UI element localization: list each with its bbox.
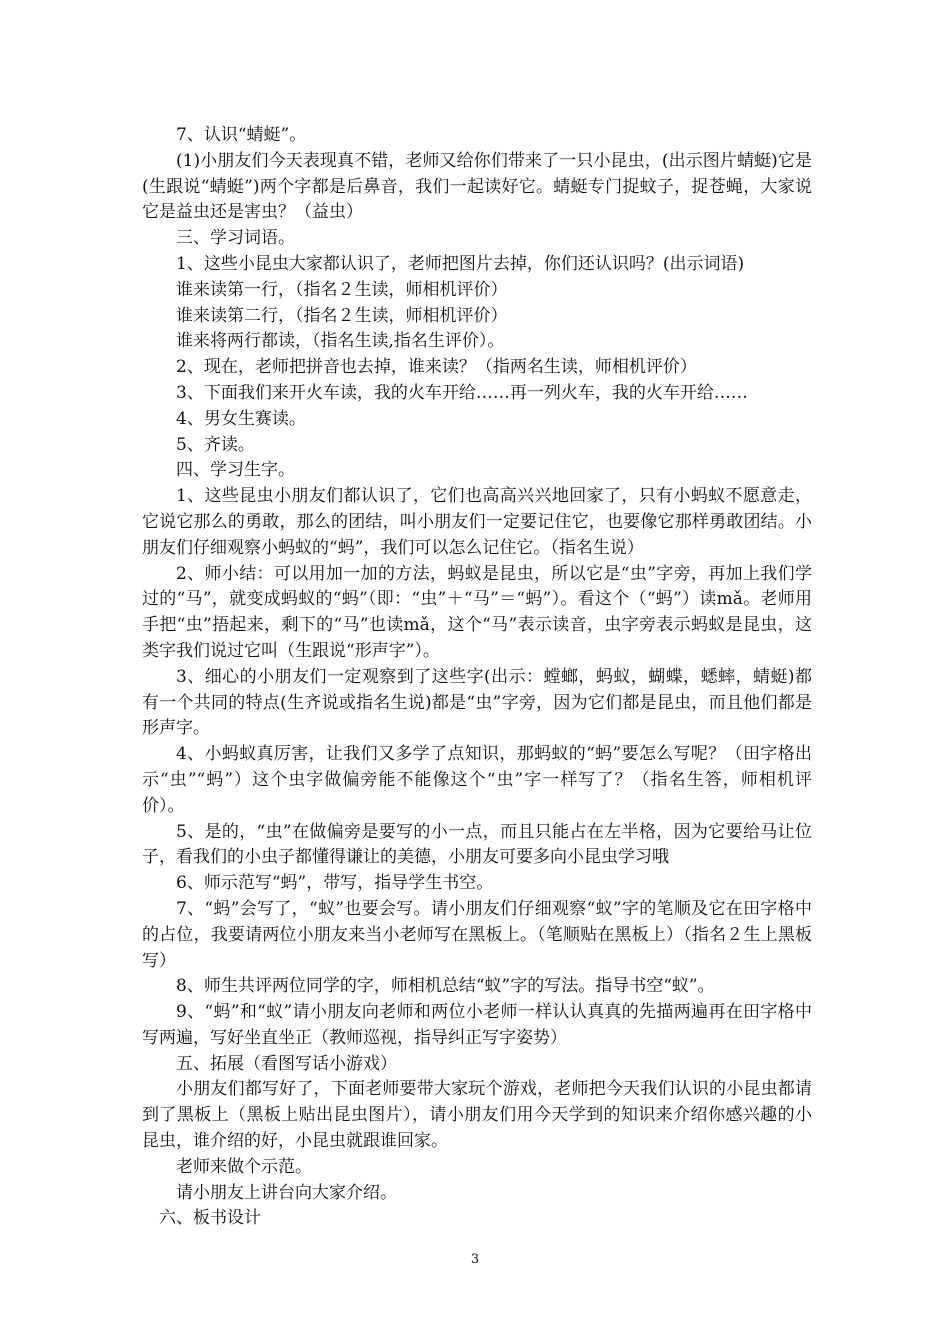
section-heading-5: 五、拓展（看图写话小游戏） xyxy=(176,1053,397,1074)
paragraph: 3、下面我们来开火车读，我的火车开给……再一列火车，我的火车开给…… xyxy=(176,382,748,403)
paragraph: 9、“蚂”和“蚁”请小朋友向老师和两位小老师一样认认真真的先描两遍再在田字格中写两遍，写好坐直坐正（教师巡视，指导纠正写字姿势） xyxy=(142,1002,812,1048)
section-heading-4: 四、学习生字。 xyxy=(176,460,295,481)
paragraph: 5、是的，“虫”在做偏旁是要写的小一点，而且只能占在左半格，因为它要给马让位子，看我们的小虫子都懂得谦让的美德，小朋友可要多向小昆虫学习哦 xyxy=(142,821,812,868)
paragraph: 请小朋友上讲台向大家介绍。 xyxy=(176,1182,397,1203)
paragraph: 2、师小结：可以用加一加的方法，蚂蚁是昆虫，所以它是“虫”字旁，再加上我们学过的“马”，就变成蚂蚁的“蚂”（即：“虫”＋“马”＝“蚂”）。看这个（“蚂”）读mǎ。老师用手把“虫”捂起来，剩下的“马”也读mǎ，这个“马”表示读音，虫字旁表示蚂蚁是昆虫，这类字我们说过它叫（生跟说“形声字”）。 xyxy=(142,563,812,661)
paragraph: 谁来读第二行，（指名２生读，师相机评价） xyxy=(176,305,508,326)
paragraph: 8、师生共评两位同学的字，师相机总结“蚁”字的写法。指导书空“蚁”。 xyxy=(176,976,715,997)
section-heading-6: 六、板书设计 xyxy=(159,1208,261,1229)
paragraph: 6、师示范写“蚂”，带写，指导学生书空。 xyxy=(176,873,494,894)
paragraph: 1、这些小昆虫大家都认识了，老师把图片去掉，你们还认识吗？(出示词语) xyxy=(176,253,745,274)
paragraph: 7、“蚂”会写了，“蚁”也要会写。请小朋友们仔细观察“蚁”字的笔顺及它在田字格中的占位，我要请两位小朋友来当小老师写在黑板上。（笔顺贴在黑板上）（指名２生上黑板写） xyxy=(142,898,812,971)
page-number: 3 xyxy=(470,1252,480,1267)
paragraph: 4、小蚂蚁真厉害，让我们又多学了点知识，那蚂蚁的“蚂”要怎么写呢？（田字格出示“虫”“蚂”）这个虫字做偏旁能不能像这个“虫”字一样写了？（指名生答，师相机评价）。 xyxy=(142,744,812,816)
paragraph: 3、细心的小朋友们一定观察到了这些字(出示：螳螂，蚂蚁，蝴蝶，蟋蟀，蜻蜓)都有一个共同的特点(生齐说或指名生说)都是“虫”字旁，因为它们都是昆虫，而且他们都是形声字。 xyxy=(142,666,812,739)
paragraph: 1、这些昆虫小朋友们都认识了，它们也高高兴兴地回家了，只有小蚂蚁不愿意走，它说它那么的勇敢，那么的团结，叫小朋友们一定要记住它，也要像它那样勇敢团结。小朋友们仔细观察小蚂蚁的“蚂”，我们可以怎么记住它。（指名生说） xyxy=(142,486,812,558)
paragraph: (1)小朋友们今天表现真不错，老师又给你们带来了一只小昆虫，(出示图片蜻蜓)它是(生跟说“蜻蜓”)两个字都是后鼻音，我们一起读好它。蜻蜓专门捉蚊子，捉苍蝇，大家说它是益虫还是害虫？（益虫） xyxy=(142,150,812,223)
paragraph: 谁来将两行都读，（指名生读,指名生评价）。 xyxy=(176,331,505,352)
document-body xyxy=(142,123,812,1232)
section-heading-3: 三、学习词语。 xyxy=(176,228,295,249)
paragraph: 谁来读第一行，（指名２生读，师相机评价） xyxy=(176,279,508,300)
paragraph: 老师来做个示范。 xyxy=(176,1156,312,1177)
paragraph: 小朋友们都写好了，下面老师要带大家玩个游戏，老师把今天我们认识的小昆虫都请到了黑板上（黑板上贴出昆虫图片），请小朋友们用今天学到的知识来介绍你感兴趣的小昆虫，谁介绍的好，小昆虫就跟谁回家。 xyxy=(142,1079,812,1152)
paragraph: 2、现在，老师把拼音也去掉，谁来读？（指两名生读，师相机评价） xyxy=(176,357,697,378)
section-item-7-heading: 7、认识“蜻蜓”。 xyxy=(176,125,307,145)
paragraph: 5、齐读。 xyxy=(176,434,255,455)
paragraph: 4、男女生赛读。 xyxy=(176,408,306,429)
